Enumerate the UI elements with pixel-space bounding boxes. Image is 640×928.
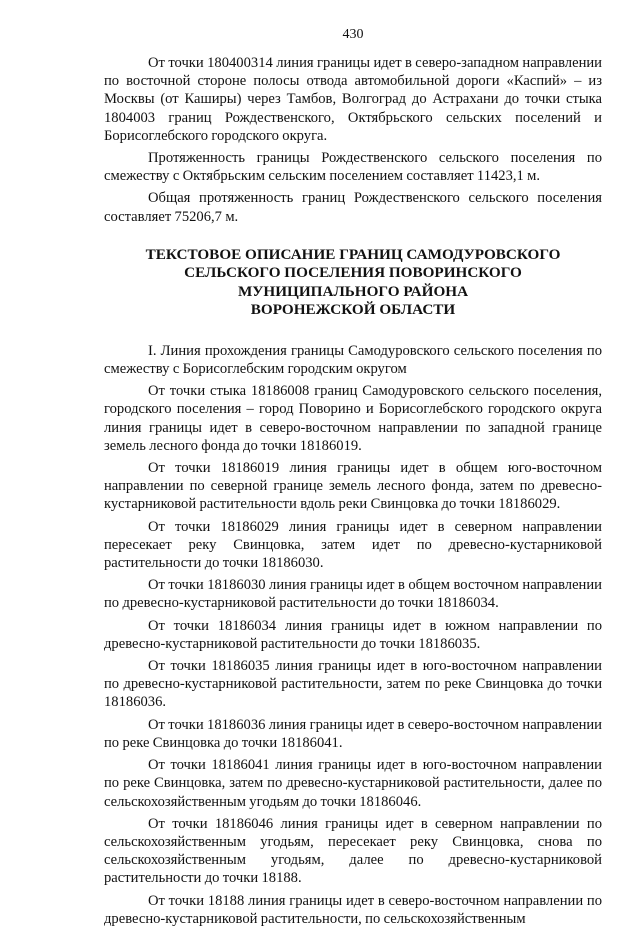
heading-line-2: СЕЛЬСКОГО ПОСЕЛЕНИЯ ПОВОРИНСКОГО [184, 264, 522, 282]
heading-line-1: ТЕКСТОВОЕ ОПИСАНИЕ ГРАНИЦ САМОДУРОВСКОГО [145, 245, 561, 263]
paragraph-kaspiy-road: От точки 180400314 линия границы идет в северо-западном направлении по восточной стороне полосы отвода автомобильной дороги «Каспий» – из Москвы (от Каширы) через Тамбов, Волгоград до Астрахани до точки стыка 1804003 границ Рождественского, Октябрьского сельских поселений и Борисоглебского городского округа. [104, 55, 602, 144]
paragraph-point-18188: От точки 18188 линия границы идет в северо-восточном направлении по древесно-кустарниковой растительности, по сельскохозяйственным [104, 892, 602, 927]
paragraph-point-18186008: От точки стыка 18186008 границ Самодуровского сельского поселения, городского поселения – город Поворино и Борисоглебского городского округа линия границы идет в северо-восточном направлении по западной границе земель лесного фонда до точки 18186019. [104, 383, 602, 454]
paragraph-point-18186029: От точки 18186029 линия границы идет в северном направлении пересекает реку Свинцовка, затем идет по древесно-кустарниковой растительности до точки 18186030. [104, 518, 602, 572]
paragraph-border-length-oktyabrsky: Протяженность границы Рождественского сельского поселения по смежеству с Октябрьским сельским поселением составляет 11423,1 м. [104, 150, 602, 185]
paragraph-point-18186019: От точки 18186019 линия границы идет в общем юго-восточном направлении по северной границе земель лесного фонда, затем по древесно-кустарниковой растительности вдоль реки Свинцовка до точки 18186029. [104, 460, 602, 513]
heading-line-4: ВОРОНЕЖСКОЙ ОБЛАСТИ [250, 301, 456, 319]
heading-line-3: МУНИЦИПАЛЬНОГО РАЙОНА [237, 282, 469, 300]
paragraph-point-18186030: От точки 18186030 линия границы идет в общем восточном направлении по древесно-кустарниковой растительности до точки 18186034. [104, 577, 602, 612]
paragraph-total-border-length: Общая протяженность границ Рождественского сельского поселения составляет 75206,7 м. [104, 190, 602, 225]
paragraph-point-18186036: От точки 18186036 линия границы идет в северо-восточном направлении по реке Свинцовка до точки 18186041. [104, 716, 602, 751]
paragraph-point-18186046: От точки 18186046 линия границы идет в северном направлении по сельскохозяйственным угодьям, пересекает реку Свинцовка, снова по сельскохозяйственным угодьям, далее по древесно-кустарниковой растительности до точки 18188. [104, 815, 602, 887]
paragraph-point-18186034: От точки 18186034 линия границы идет в южном направлении по древесно-кустарниковой растительности до точки 18186035. [104, 617, 602, 652]
subsection-title: I. Линия прохождения границы Самодуровского сельского поселения по смежеству с Борисоглебским городским округом [104, 342, 602, 378]
page-number: 430 [342, 27, 364, 42]
paragraph-point-18186041: От точки 18186041 линия границы идет в юго-восточном направлении по реке Свинцовка, затем по древесно-кустарниковой растительности, далее по сельскохозяйственным угодьям до точки 18186046. [104, 757, 602, 810]
section-heading [104, 246, 602, 320]
paragraph-point-18186035: От точки 18186035 линия границы идет в юго-восточном направлении по древесно-кустарниковой растительности, затем по реке Свинцовка до точки 18186036. [104, 658, 602, 711]
